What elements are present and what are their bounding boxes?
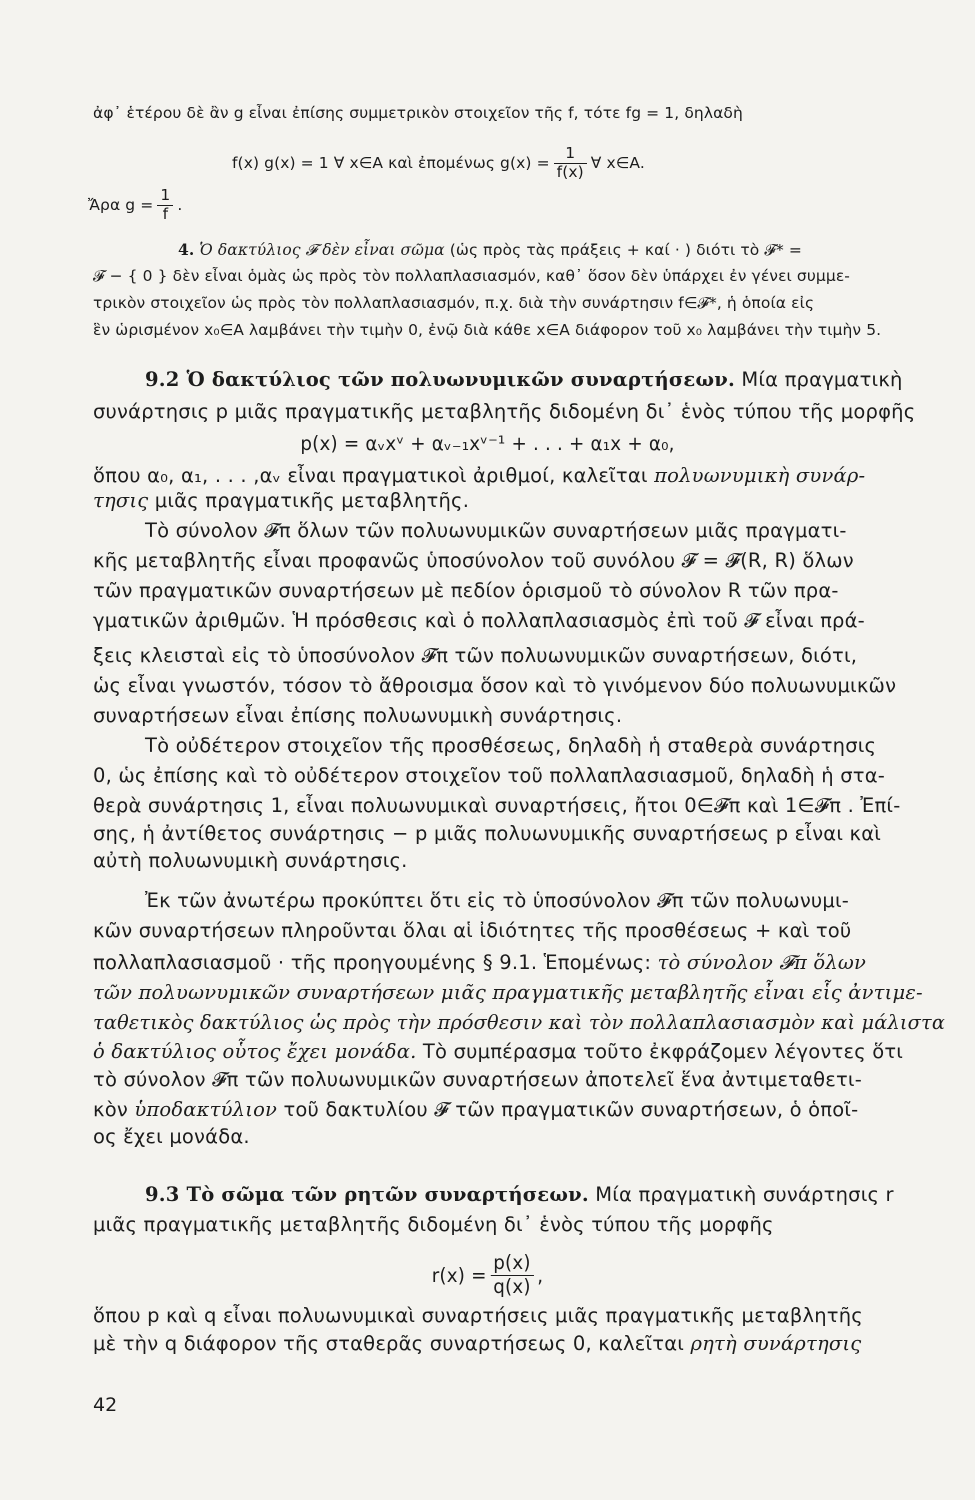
italic-term: τησις <box>93 489 149 512</box>
text-line: συνάρτησις p μιᾶς πραγματικῆς μεταβλητῆς διδομένη δι᾽ ἑνὸς τύπου τῆς μορφῆς <box>93 400 916 423</box>
text-run: κὸν <box>93 1098 128 1121</box>
fraction-denominator: f <box>162 204 169 223</box>
text-line: ος ἔχει μονάδα. <box>93 1125 250 1148</box>
text-line: τῶν πραγματικῶν συναρτήσεων μὲ πεδίον ὁρισμοῦ τὸ σύνολον R τῶν πρα- <box>93 579 839 602</box>
text-run: τοῦ δακτυλίου 𝓕 τῶν πραγματικῶν συναρτήσεων, ὁ ὁποῖ- <box>283 1098 859 1121</box>
italic-term: ὑποδακτύλιον <box>134 1098 278 1121</box>
text-run: ὅπου α₀, α₁, . . . ,αᵥ εἶναι πραγματικοὶ ἀριθμοί, καλεῖται <box>93 464 648 487</box>
polynomial-formula: p(x) = αᵥxᵛ + αᵥ₋₁xᵛ⁻¹ + . . . + α₁x + α₀, <box>300 432 675 455</box>
text-line: τὸ σύνολον 𝓕π τῶν πολυωνυμικῶν συναρτήσεων ἀποτελεῖ ἕνα ἀντιμεταθετι- <box>93 1068 862 1091</box>
equation-left: f(x) g(x) = 1 ∀ x∈A καὶ ἐπομένως g(x) = <box>232 154 550 172</box>
text-line <box>93 489 469 512</box>
text-line: γματικῶν ἀριθμῶν. Ἡ πρόσθεσις καὶ ὁ πολλαπλασιασμὸς ἐπὶ τοῦ 𝓕 εἶναι πρά- <box>93 609 865 632</box>
section-heading: 9.3 Τὸ σῶμα τῶν ρητῶν συναρτήσεων. <box>145 1183 589 1206</box>
rational-formula <box>30 1246 945 1304</box>
italic-statement: Ὁ δακτύλιος 𝓕 δὲν εἶναι σῶμα <box>199 241 445 259</box>
text-line: Ἐκ τῶν ἀνωτέρω προκύπτει ὅτι εἰς τὸ ὑποσύνολον 𝓕π τῶν πολυωνυμι- <box>145 889 850 912</box>
text-line <box>93 1098 858 1121</box>
fraction-numerator: 1 <box>554 145 587 164</box>
fraction-denominator: q(x) <box>493 1274 531 1298</box>
text-run: Τὸ συμπέρασμα τοῦτο ἐκφράζομεν λέγοντες ὅτι <box>422 1040 904 1063</box>
section-9-2-heading-line <box>145 368 903 391</box>
equation-right: ∀ x∈A. <box>590 154 645 172</box>
text-line: ξεις κλεισταὶ εἰς τὸ ὑποσύνολον 𝓕π τῶν πολυωνυμικῶν συναρτήσεων, διότι, <box>93 644 858 667</box>
text-line: 𝓕 − { 0 } δὲν εἶναι ὁμὰς ὡς πρὸς τὸν πολλαπλασιασμόν, καθ᾽ ὅσον δὲν ὑπάρχει ἐν γένει συμμε- <box>93 267 851 285</box>
text-line: μιᾶς πραγματικῆς μεταβλητῆς διδομένη δι᾽ ἑνὸς τύπου τῆς μορφῆς <box>93 1213 774 1236</box>
section-9-3-heading-line <box>145 1183 894 1206</box>
text-line: Τὸ σύνολον 𝓕π ὅλων τῶν πολυωνυμικῶν συναρτήσεων μιᾶς πραγματι- <box>145 519 847 542</box>
text-run: (ὡς πρὸς τὰς πράξεις + καί · ) διότι τὸ 𝓕* = <box>449 241 802 259</box>
formula-left: r(x) = <box>431 1263 487 1287</box>
italic-statement: τὸ σύνολον 𝓕π ὅλων <box>657 951 867 974</box>
text-line: 0, ὡς ἐπίσης καὶ τὸ οὐδέτερον στοιχεῖον τοῦ πολλαπλασιασμοῦ, δηλαδὴ ἡ στα- <box>93 764 886 787</box>
fraction-numerator: 1 <box>157 187 173 206</box>
text-run: μιᾶς πραγματικῆς μεταβλητῆς. <box>154 489 470 512</box>
text-line: τρικὸν στοιχεῖον ὡς πρὸς τὸν πολλαπλασιασμόν, π.χ. διὰ τὴν συνάρτησιν f∈𝓕*, ἡ ὁποία εἰς <box>93 294 815 312</box>
text-line: σης, ἡ ἀντίθετος συνάρτησις − p μιᾶς πολυωνυμικῆς συναρτήσεως p εἶναι καὶ <box>93 822 882 845</box>
fraction-denominator: f(x) <box>556 162 584 181</box>
text-line <box>93 1040 903 1063</box>
fraction <box>490 1252 533 1298</box>
text-line: Τὸ οὐδέτερον στοιχεῖον τῆς προσθέσεως, δηλαδὴ ἡ σταθερὰ συνάρτησις <box>145 734 877 757</box>
text-run: μὲ τὴν q διάφορον τῆς σταθερᾶς συναρτήσεως 0, καλεῖται <box>93 1332 685 1355</box>
italic-line: τῶν πολυωνυμικῶν συναρτήσεων μιᾶς πραγματικῆς μεταβλητῆς εἶναι εἷς ἀντιμε- <box>93 981 923 1004</box>
text-run: πολλαπλασιασμοῦ · τῆς προηγουμένης § 9.1. Ἑπομένως: <box>93 951 652 974</box>
text-line: κῆς μεταβλητῆς εἶναι προφανῶς ὑποσύνολον τοῦ συνόλου 𝓕 = 𝓕(R, R) ὅλων <box>93 549 854 572</box>
italic-statement: ὁ δακτύλιος οὗτος ἔχει μονάδα. <box>93 1040 417 1063</box>
text-line <box>93 1332 861 1355</box>
text-line: κῶν συναρτήσεων πληροῦνται ὅλαι αἱ ἰδιότητες τῆς προσθέσεως + καὶ τοῦ <box>93 919 852 942</box>
italic-line: ταθετικὸς δακτύλιος ὡς πρὸς τὴν πρόσθεσιν καὶ τὸν πολλαπλασιασμὸν καὶ μάλιστα <box>93 1011 946 1034</box>
text-line <box>93 951 866 974</box>
text-line: ὅπου p καὶ q εἶναι πολυωνυμικαὶ συναρτήσεις μιᾶς πραγματικῆς μεταβλητῆς <box>93 1304 863 1327</box>
text-line: ἀφ᾽ ἑτέρου δὲ ἂν g εἶναι ἐπίσης συμμετρικὸν στοιχεῖον τῆς f, τότε fg = 1, δηλαδὴ <box>93 104 743 122</box>
page-number: 42 <box>93 1394 118 1416</box>
equation-ara <box>88 180 182 230</box>
item-number: 4. <box>178 240 195 259</box>
fraction-numerator: p(x) <box>490 1252 533 1275</box>
text-run: Μία πραγματικὴ συνάρτησις r <box>595 1183 894 1206</box>
fraction <box>157 187 173 224</box>
italic-term: ρητὴ συνάρτησις <box>690 1332 862 1355</box>
text-line: αὐτὴ πολυωνυμικὴ συνάρτησις. <box>93 849 408 872</box>
italic-term: πολυωνυμικὴ συνάρ- <box>654 464 866 487</box>
formula-right: , <box>537 1263 544 1287</box>
text-line: θερὰ συνάρτησις 1, εἶναι πολυωνυμικαὶ συναρτήσεις, ἤτοι 0∈𝓕π καὶ 1∈𝓕π . Ἐπί- <box>93 794 901 817</box>
text-line: συναρτήσεων εἶναι ἐπίσης πολυωνυμικὴ συνάρτησις. <box>93 704 623 727</box>
fraction <box>554 145 587 182</box>
item-4-line-1 <box>178 240 802 260</box>
text-line: ἓν ὡρισμένον x₀∈A λαμβάνει τὴν τιμὴν 0, ἐνῷ διὰ κάθε x∈A διάφορον τοῦ x₀ λαμβάνει τὴν τιμὴν 5. <box>93 321 882 339</box>
equation-right: . <box>177 196 183 214</box>
text-line <box>93 464 865 487</box>
equation-g-inverse <box>232 138 645 188</box>
text-run: Μία πραγματικὴ <box>741 368 903 391</box>
equation-left: Ἄρα g = <box>88 196 154 214</box>
text-line: ὡς εἶναι γνωστόν, τόσον τὸ ἄθροισμα ὅσον καὶ τὸ γινόμενον δύο πολυωνυμικῶν <box>93 674 897 697</box>
section-heading: 9.2 Ὁ δακτύλιος τῶν πολυωνυμικῶν συναρτήσεων. <box>145 368 735 391</box>
